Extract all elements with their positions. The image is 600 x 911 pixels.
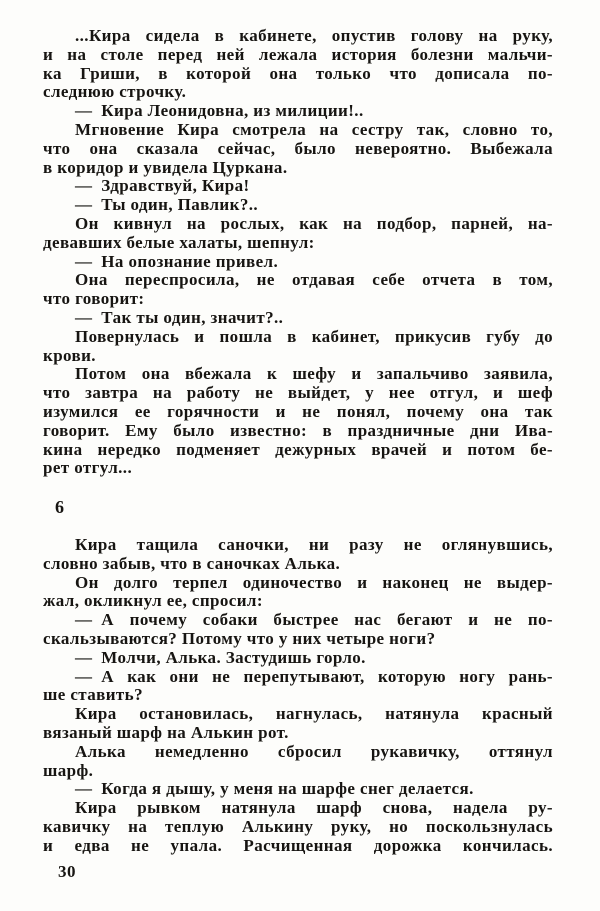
text-block-upper — [43, 27, 553, 478]
text-line: — А как они не перепутывают, которую ногу рань- — [75, 666, 553, 686]
text-line: Кира тащила саночки, ни разу не оглянувшись, — [75, 535, 553, 554]
text-line: крови. — [43, 345, 96, 365]
section-number: 6 — [55, 497, 65, 517]
text-line: ...Кира сидела в кабинете, опустив голову на руку, — [75, 26, 553, 45]
text-line: — Кира Леонидовна, из милиции!.. — [75, 101, 364, 121]
text-line: — Так ты один, значит?.. — [75, 307, 284, 327]
text-line: — Здравствуй, Кира! — [75, 176, 250, 196]
text-line: Кира остановилась, нагнулась, натянула красный — [75, 704, 553, 724]
text-line: рет отгул... — [43, 458, 133, 478]
text-line: шарф. — [43, 760, 94, 780]
text-line: кавичку на теплую Алькину руку, но поскользнулась — [43, 816, 553, 836]
text-line: Потом она вбежала к шефу и запальчиво заявила, — [75, 364, 553, 384]
text-line: — Когда я дышу, у меня на шарфе снег делается. — [75, 779, 474, 799]
text-line: Мгновение Кира смотрела на сестру так, словно то, — [75, 119, 553, 139]
text-line: что завтра на работу не выйдет, у нее отгул, и шеф — [43, 383, 553, 403]
text-line: Повернулась и пошла в кабинет, прикусив губу до — [75, 326, 553, 346]
text-line: что она сказала сейчас, было невероятно. Выбежала — [43, 138, 553, 158]
text-line: следнюю строчку. — [43, 82, 187, 102]
text-line: вязаный шарф на Алькин рот. — [43, 722, 289, 742]
text-line: ше ставить? — [43, 685, 143, 705]
text-line: — На опознание привел. — [75, 251, 279, 271]
text-line: что говорит: — [43, 289, 145, 309]
text-line: Он кивнул на рослых, как на подбор, парней, на- — [75, 213, 553, 233]
text-line: скальзываются? Потому что у них четыре ноги? — [43, 628, 436, 648]
text-line: девавших белые халаты, шепнул: — [43, 232, 315, 252]
text-line: словно забыв, что в саночках Алька. — [43, 553, 341, 573]
text-line: — Ты один, Павлик?.. — [75, 195, 259, 215]
text-line: Кира рывком натянула шарф снова, надела ру- — [75, 798, 553, 818]
text-line: Алька немедленно сбросил рукавичку, оттянул — [75, 741, 553, 761]
page-number: 30 — [58, 862, 76, 881]
text-line: — Молчи, Алька. Застудишь горло. — [75, 647, 366, 667]
text-block-lower — [43, 536, 553, 856]
text-line: Она переспросила, не отдавая себе отчета в том, — [75, 270, 553, 290]
text-line: и едва не упала. Расчищенная дорожка кончилась. — [43, 835, 553, 855]
text-line: изумился ее горячности и не понял, почему она так — [43, 401, 553, 421]
text-line: в коридор и увидела Цуркана. — [43, 157, 288, 177]
text-line: ка Гриши, в которой она только что дописала по- — [43, 63, 553, 83]
text-line: и на столе перед ней лежала история болезни мальчи- — [43, 44, 553, 64]
text-line: — А почему собаки быстрее нас бегают и не по- — [75, 610, 553, 630]
text-line: кина нередко подменяет дежурных врачей и потом бе- — [43, 439, 553, 459]
text-line: жал, окликнул ее, спросил: — [43, 591, 263, 611]
text-line: говорит. Ему было известно: в праздничные дни Ива- — [43, 420, 553, 440]
text-line: Он долго терпел одиночество и наконец не выдер- — [75, 572, 553, 592]
